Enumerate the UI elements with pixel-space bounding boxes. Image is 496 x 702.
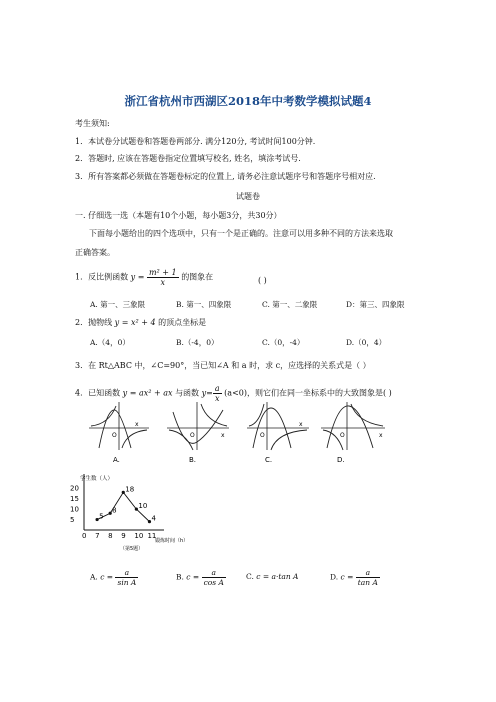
part1-heading: 一. 仔细选一选（本题有10个小题，每小题3分，共30分） xyxy=(75,211,282,220)
q2-option-a: A.（4，0） xyxy=(90,338,130,347)
graph-b-parabola xyxy=(173,410,223,443)
q5-option-b xyxy=(176,568,226,587)
q5-option-b-lhs: c = xyxy=(186,572,200,582)
graph-a-label: A. xyxy=(113,456,120,464)
q5-option-a xyxy=(90,568,138,587)
q3-stem: 3．在 Rt△ABC 中，∠C=90°，当已知∠A 和 a 时，求 c，应选择的关系式是（ ） xyxy=(75,361,371,370)
graph-a-origin: O xyxy=(112,432,117,439)
q1-suffix: 的图象在 xyxy=(181,272,214,282)
q1-numerator: m² + 1 xyxy=(148,268,177,277)
q2-option-b: B.（-4，0） xyxy=(176,338,219,347)
graph-a xyxy=(89,402,149,450)
chart-point-label: 8 xyxy=(112,506,117,515)
chart-y-tick-label: 15 xyxy=(70,495,79,504)
chart-point-label: 10 xyxy=(138,502,148,511)
notice-heading: 考生须知: xyxy=(75,119,110,128)
chart-y-tick-label: 20 xyxy=(70,484,79,493)
graph-c-origin: O xyxy=(260,432,265,439)
q5-option-b-label: B. xyxy=(176,572,184,582)
graph-d xyxy=(321,402,385,450)
q5-option-b-fraction xyxy=(202,568,226,587)
chart-x-tick-label: 11 xyxy=(147,532,157,540)
graph-a-x-label: x xyxy=(135,421,139,428)
q4-part3: (a<0)，则它们在同一坐标系中的大致图象是( ) xyxy=(224,388,392,398)
notice-item-2: 2．答题时, 应该在答题卷指定位置填写校名, 姓名，填涂考试号. xyxy=(75,154,301,163)
chart-y-tick-label: 10 xyxy=(70,505,79,514)
q4-f2-den: x xyxy=(214,394,220,403)
chart-ylabel: 学生数（人） xyxy=(80,476,114,482)
section-title: 试题卷 xyxy=(236,192,260,201)
q5-option-a-lhs: c = xyxy=(100,572,114,582)
q5-option-d-fraction xyxy=(356,568,380,587)
q1-prefix: 1．反比例函数 xyxy=(75,272,129,282)
graph-c-label: C. xyxy=(265,456,273,464)
chart-point-label: 4 xyxy=(151,514,156,523)
part1-intro-line2: 正确答案。 xyxy=(75,248,115,257)
graph-c-hyperbola-left xyxy=(249,404,264,426)
q4-graphs xyxy=(85,400,415,465)
q5-line-chart xyxy=(60,470,200,556)
q4-part2: 与函数 xyxy=(175,388,200,398)
chart-x-tick-label: 9 xyxy=(121,532,126,540)
graph-b-label: B. xyxy=(189,456,197,464)
graph-d-hyperbola-right xyxy=(351,404,383,426)
chart-x-tick-label: 0 xyxy=(82,532,87,540)
q5-option-a-label: A. xyxy=(90,572,98,582)
q5-option-c xyxy=(246,572,298,581)
q5-option-d-lhs: c = xyxy=(340,572,354,582)
graph-a-hyperbola-left xyxy=(91,406,116,426)
q5-option-b-num: a xyxy=(202,568,226,578)
chart-caption: （第5题） xyxy=(120,546,144,552)
notice-item-1: 1．本试卷分试题卷和答题卷两部分. 满分120分, 考试时间100分钟. xyxy=(75,137,316,146)
chart-x-tick-label: 7 xyxy=(95,532,100,540)
chart-x-tick-label: 8 xyxy=(108,532,113,540)
graph-b-x-label: x xyxy=(221,432,225,439)
q1-blank: ( ) xyxy=(258,276,267,285)
q1-y: y xyxy=(130,272,136,282)
part1-intro-line1: 下面每小题给出的四个选项中，只有一个是正确的。注意可以用多种不同的方法来选取 xyxy=(89,229,393,238)
chart-point-label: 5 xyxy=(99,512,104,521)
graph-d-label: D. xyxy=(337,456,345,464)
q5-option-d xyxy=(330,568,380,587)
graph-d-origin: O xyxy=(340,432,345,439)
chart-series xyxy=(95,485,156,523)
q5-option-b-den: cos A xyxy=(203,578,224,587)
q1-stem xyxy=(75,268,213,287)
q2-stem xyxy=(75,317,206,328)
q4-part1: 4．已知函数 xyxy=(75,388,121,398)
q1-eq: = xyxy=(137,272,145,282)
graph-b-hyperbola-right xyxy=(201,404,227,426)
chart-point-label: 18 xyxy=(125,485,135,494)
page-title: 浙江省杭州市西湖区2018年中考数学模拟试题4 xyxy=(124,94,372,108)
q2-formula: y = x² + 4 xyxy=(114,318,156,327)
graph-b xyxy=(167,402,229,450)
q1-option-c: C. 第一、二象限 xyxy=(262,300,318,309)
q1-option-b: B. 第一、四象限 xyxy=(176,300,232,309)
graph-d-parabola xyxy=(327,406,373,448)
chart-xlabel: 锻炼时间（h） xyxy=(155,538,189,544)
graph-a-hyperbola-right xyxy=(122,430,147,448)
q5-option-d-label: D. xyxy=(330,572,339,582)
q2-prefix: 2．抛物线 xyxy=(75,318,113,327)
graph-d-x-label: x xyxy=(379,432,383,439)
q4-f1: y = ax² + ax xyxy=(122,388,173,398)
q5-option-c-label: C. xyxy=(246,572,254,581)
q5-option-d-den: tan A xyxy=(357,578,378,587)
q5-option-a-den: sin A xyxy=(117,578,137,587)
q4-f2-num: a xyxy=(214,384,220,393)
q1-fraction xyxy=(147,268,179,287)
q4-stem: 4．已知函数 y = ax² + ax 与函数 y= $\frac{a}{x}$ (a<0)，则它们在同一坐标系中的大致图象是( ) xyxy=(75,384,392,403)
q5-option-a-num: a xyxy=(115,568,138,578)
q5-option-a-fraction xyxy=(115,568,138,587)
chart-y-tick-label: 5 xyxy=(70,516,75,525)
chart-x-tick-label: 10 xyxy=(134,532,144,540)
graph-c-x-label: x xyxy=(299,421,303,428)
q2-option-c: C.（0，-4） xyxy=(262,338,305,347)
graph-b-origin: O xyxy=(190,432,195,439)
notice-item-3: 3．所有答案都必须做在答题卷标定的位置上, 请务必注意试题序号和答题序号相对应. xyxy=(75,172,376,181)
q5-option-c-text: c = a·tan A xyxy=(256,572,299,581)
q2-option-d: D.（0，4） xyxy=(346,338,387,347)
q1-denominator: x xyxy=(160,278,166,287)
q2-suffix: 的顶点坐标是 xyxy=(158,318,207,327)
graph-a-parabola xyxy=(99,410,131,448)
q1-option-d: D：第三、四象限 xyxy=(346,300,405,309)
q5-option-d-num: a xyxy=(356,568,380,578)
q1-option-a: A. 第一、三象限 xyxy=(90,300,146,309)
